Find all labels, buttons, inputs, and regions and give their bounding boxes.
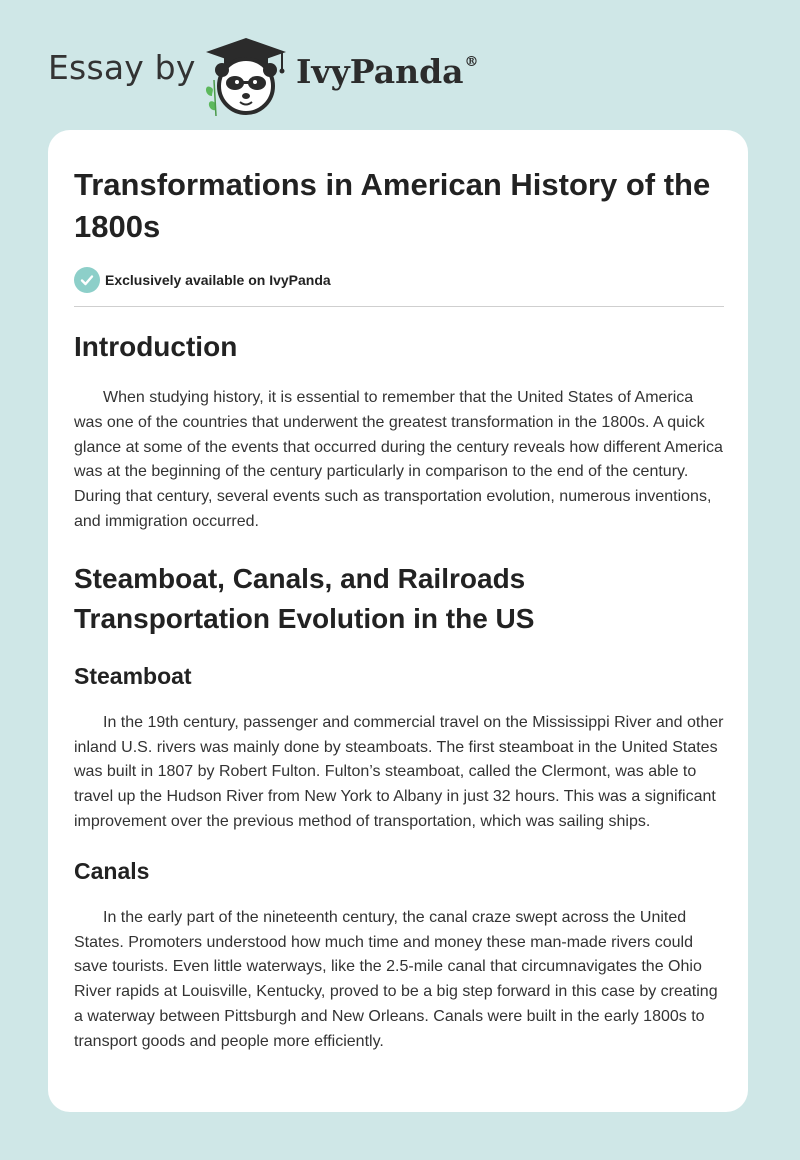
exclusive-badge-label: Exclusively available on IvyPanda [105, 272, 331, 288]
essay-title: Transformations in American History of the 1800s [74, 167, 711, 244]
essay-card [48, 130, 748, 1112]
paragraph-steamboat: In the 19th century, passenger and commercial travel on the Mississippi River and other inland U.S. rivers was mainly done by steamboats. The first steamboat in the United States was built in 1807 by Robert Fulton. Fulton’s steamboat, called the Clermont, was able to travel up the Hudson River from New York to Albany in just 32 hours. This was a significant improvement over the previous method of transportation, which was sailing ships. [74, 713, 724, 830]
paragraph-canals: In the early part of the nineteenth century, the canal craze swept across the United States. Promoters understood how much time and money these man-made rivers could save tourists. Even little waterways, like the 2.5-mile canal that circumnavigates the Ohio River rapids at Louisville, Kentucky, proved to be a big step forward in this case by creating a waterway between Pittsburgh and New Orleans. Canals were built in the early 1800s to transport goods and people more efficiently. [74, 908, 718, 1050]
essay-by-label: Essay by [48, 48, 196, 87]
section-heading-introduction: Introduction [74, 331, 238, 362]
registered-mark: ® [464, 54, 479, 70]
brand-name[interactable] [296, 52, 479, 91]
subsection-heading-steamboat: Steamboat [74, 662, 192, 689]
subsection-heading-canals: Canals [74, 857, 150, 884]
section-heading-transportation: Steamboat, Canals, and Railroads Transportation Evolution in the US [74, 562, 535, 634]
paragraph-introduction: When studying history, it is essential to remember that the United States of America was one of the countries that underwent the greatest transformation in the 1800s. A quick glance at some of the events that occurred during the century reveals how different America was at the beginning of the century particularly in comparison to the end of the century. During that century, several events such as transportation evolution, numerous inventions, and immigration occurred. [74, 389, 723, 530]
title-divider [74, 306, 724, 307]
exclusive-badge [74, 266, 724, 294]
ivypanda-logo-icon[interactable] [200, 36, 292, 116]
essay-content [74, 164, 724, 1055]
site-header [48, 30, 508, 120]
brand-text: IvyPanda [296, 52, 464, 91]
check-circle-icon [74, 267, 100, 293]
